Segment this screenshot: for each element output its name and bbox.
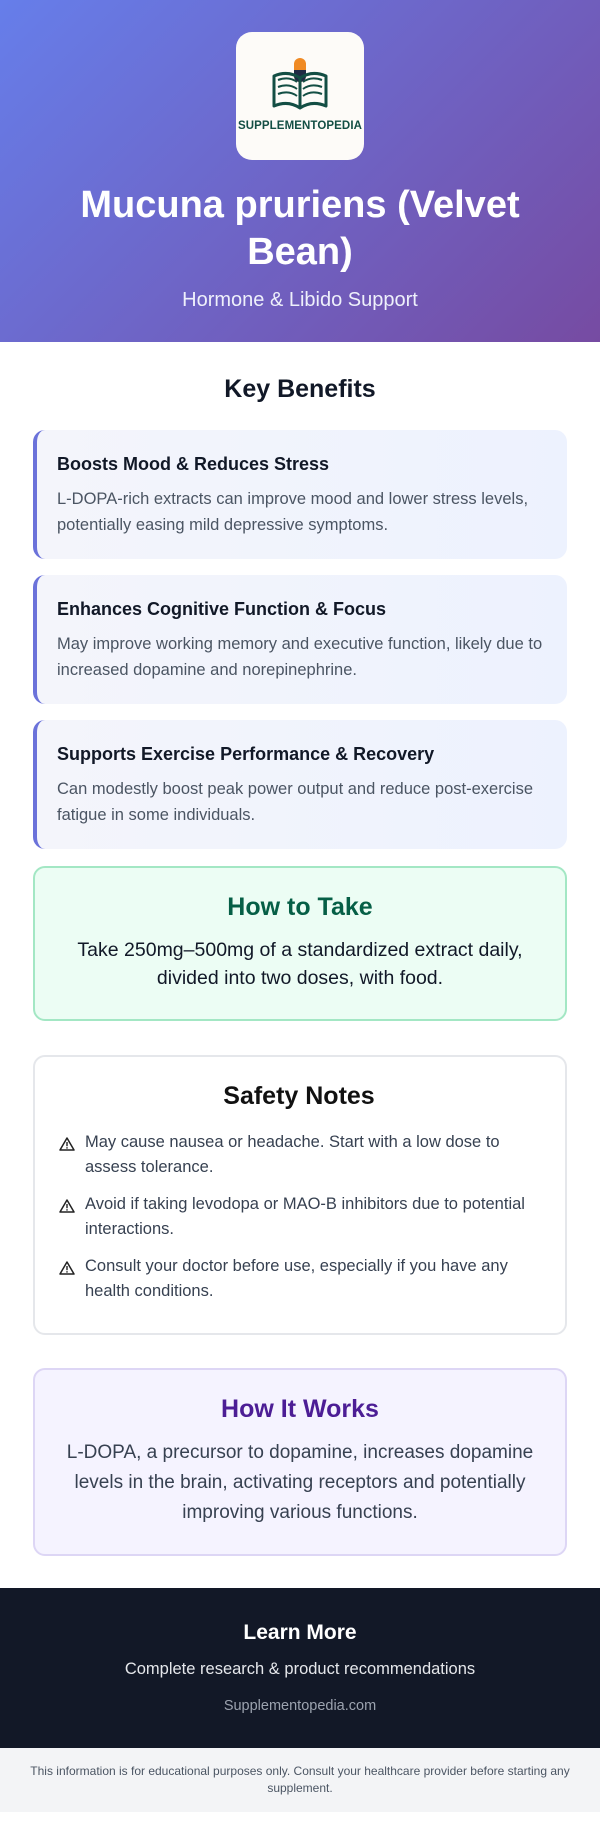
benefit-card <box>33 720 567 849</box>
benefit-card <box>33 575 567 704</box>
learn-more-subtitle: Complete research & product recommendations <box>124 1660 476 1678</box>
safety-text: Avoid if taking levodopa or MAO-B inhibitors due to potential interactions. <box>85 1195 525 1238</box>
warning-icon <box>57 1254 85 1304</box>
key-benefits-heading: Key Benefits <box>224 375 376 403</box>
warning-icon <box>57 1130 85 1180</box>
safety-text: Consult your doctor before use, especially if you have any health conditions. <box>85 1257 508 1300</box>
safety-notes-heading: Safety Notes <box>223 1082 375 1110</box>
benefit-text: May improve working memory and executive function, likely due to increased dopamine and norepinephrine. <box>57 635 543 679</box>
benefit-card <box>33 430 567 559</box>
page-title: Mucuna pruriens (Velvet Bean) <box>80 184 520 274</box>
how-to-take-card <box>33 866 567 1021</box>
benefit-title: Boosts Mood & Reduces Stress <box>57 454 330 474</box>
learn-more-banner <box>0 1588 600 1748</box>
footer <box>0 1588 600 1812</box>
dosage-text: Take 250mg–500mg of a standardized extract daily, divided into two doses, with food. <box>77 939 523 989</box>
safety-text: May cause nausea or headache. Start with a low dose to assess tolerance. <box>85 1133 500 1176</box>
safety-item <box>57 1192 541 1242</box>
benefit-text: Can modestly boost peak power output and reduce post-exercise fatigue in some individuals. <box>57 780 534 824</box>
hero-header <box>0 0 600 342</box>
how-it-works-heading: How It Works <box>221 1395 379 1423</box>
book-with-capsule-icon <box>268 54 332 116</box>
how-it-works-card <box>33 1368 567 1556</box>
safety-item <box>57 1130 541 1180</box>
learn-more-heading: Learn More <box>243 1621 357 1644</box>
page-subtitle: Hormone & Libido Support <box>182 289 418 312</box>
disclaimer: This information is for educational purposes only. Consult your healthcare provider before starting any supplement. <box>0 1748 600 1812</box>
safety-notes-card <box>33 1055 567 1335</box>
how-to-take-heading: How to Take <box>227 893 373 921</box>
mechanism-text: L-DOPA, a precursor to dopamine, increases dopamine levels in the brain, activating receptors and potentially improving various functions. <box>66 1442 534 1523</box>
logo <box>236 32 364 160</box>
benefit-text: L-DOPA-rich extracts can improve mood and lower stress levels, potentially easing mild depressive symptoms. <box>57 490 529 534</box>
warning-icon <box>57 1192 85 1242</box>
key-benefits-section <box>0 342 600 849</box>
safety-item <box>57 1254 541 1304</box>
benefit-title: Enhances Cognitive Function & Focus <box>57 599 387 619</box>
logo-text: SUPPLEMENTOPEDIA <box>237 120 363 132</box>
website-link[interactable]: Supplementopedia.com <box>223 1698 377 1714</box>
benefit-title: Supports Exercise Performance & Recovery <box>57 744 435 764</box>
